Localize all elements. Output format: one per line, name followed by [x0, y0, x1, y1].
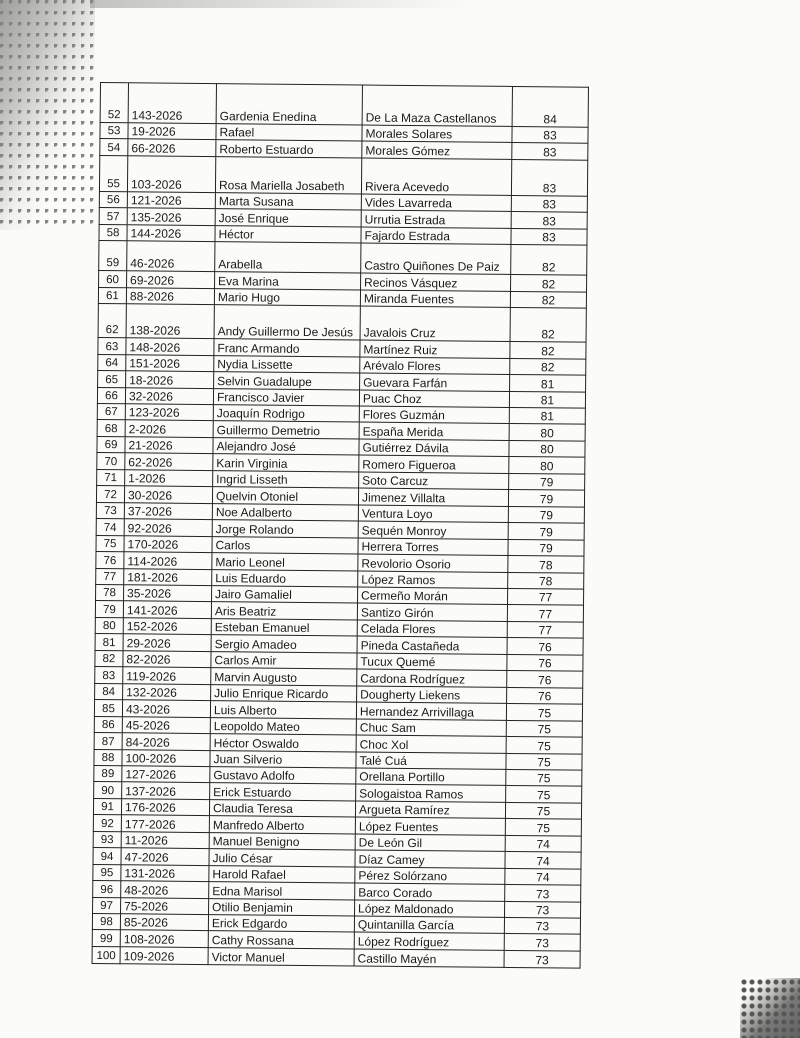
exam-code-cell: 181-2026 [124, 568, 212, 585]
score-cell: 75 [506, 736, 582, 753]
first-name-cell: Franc Armando [214, 339, 360, 357]
row-number-cell: 55 [99, 155, 127, 191]
score-cell: 79 [508, 539, 584, 556]
score-cell: 80 [509, 457, 585, 474]
first-name-cell: Rosa Mariella Josabeth [215, 157, 361, 194]
last-name-cell: Cermeño Morán [358, 587, 508, 605]
exam-code-cell: 47-2026 [121, 848, 209, 865]
score-cell: 74 [505, 852, 581, 869]
row-number-cell: 83 [95, 667, 123, 684]
score-cell: 83 [511, 159, 587, 196]
first-name-cell: Gardenia Enedina [216, 84, 362, 125]
row-number-cell: 65 [98, 371, 126, 388]
table-row [92, 946, 580, 968]
row-number-cell: 88 [94, 749, 122, 766]
last-name-cell: Gutiérrez Dávila [359, 439, 509, 457]
row-number-cell: 85 [94, 700, 122, 717]
score-cell: 75 [505, 819, 581, 836]
first-name-cell: Mario Leonel [212, 553, 358, 571]
row-number-cell: 74 [96, 519, 124, 536]
last-name-cell: Castillo Mayén [354, 949, 504, 968]
exam-code-cell: 114-2026 [124, 552, 212, 569]
exam-code-cell: 143-2026 [128, 83, 216, 124]
row-number-cell: 79 [95, 601, 123, 618]
score-cell: 78 [508, 572, 584, 589]
first-name-cell: Esteban Emanuel [211, 618, 357, 636]
score-cell: 84 [512, 86, 588, 127]
last-name-cell: Barco Corado [355, 883, 505, 901]
first-name-cell: Juan Silverio [210, 750, 356, 768]
results-table-body [92, 83, 588, 969]
last-name-cell: Celada Flores [357, 620, 507, 638]
first-name-cell: Julio Enrique Ricardo [211, 684, 357, 702]
row-number-cell: 95 [93, 864, 121, 881]
score-cell: 80 [509, 440, 585, 457]
last-name-cell: De León Gil [355, 834, 505, 852]
first-name-cell: Nydia Lissette [214, 355, 360, 373]
score-cell: 73 [504, 917, 580, 934]
exam-code-cell: 21-2026 [125, 437, 213, 454]
first-name-cell: Mario Hugo [214, 288, 360, 306]
row-number-cell: 68 [97, 420, 125, 437]
row-number-cell: 92 [93, 815, 121, 832]
last-name-cell: Rivera Acevedo [361, 158, 511, 195]
last-name-cell: López Maldonado [355, 900, 505, 918]
row-number-cell: 67 [97, 403, 125, 420]
score-cell: 81 [510, 375, 586, 392]
exam-code-cell: 43-2026 [122, 700, 210, 717]
first-name-cell: Andy Guillermo De Jesús [214, 305, 360, 340]
row-number-cell: 77 [96, 568, 124, 585]
row-number-cell: 75 [96, 535, 124, 552]
last-name-cell: Orellana Portillo [356, 768, 506, 786]
row-number-cell: 54 [100, 139, 128, 156]
first-name-cell: Harold Rafael [209, 865, 355, 883]
exam-code-cell: 2-2026 [125, 420, 213, 437]
row-number-cell: 80 [95, 617, 123, 634]
scan-artifact-top-left [0, 0, 95, 230]
row-number-cell: 70 [97, 453, 125, 470]
first-name-cell: Manfredo Alberto [209, 816, 355, 834]
first-name-cell: Karin Virginia [213, 454, 359, 472]
score-cell: 75 [506, 769, 582, 786]
row-number-cell: 71 [97, 469, 125, 486]
score-cell: 82 [511, 275, 587, 292]
first-name-cell: Julio César [209, 849, 355, 867]
first-name-cell: Héctor [215, 225, 361, 243]
first-name-cell: Joaquín Rodrigo [213, 405, 359, 423]
row-number-cell: 99 [92, 930, 120, 947]
last-name-cell: Arévalo Flores [360, 357, 510, 375]
last-name-cell: Argueta Ramírez [355, 801, 505, 819]
first-name-cell: Carlos Amir [211, 651, 357, 669]
last-name-cell: Herrera Torres [358, 538, 508, 556]
exam-code-cell: 85-2026 [120, 914, 208, 931]
first-name-cell: Quelvin Otoniel [212, 487, 358, 505]
row-number-cell: 90 [94, 782, 122, 799]
score-cell: 82 [510, 342, 586, 359]
exam-code-cell: 48-2026 [121, 881, 209, 898]
exam-code-cell: 103-2026 [127, 156, 215, 193]
last-name-cell: Sologaistoa Ramos [356, 784, 506, 802]
score-cell: 75 [506, 786, 582, 803]
last-name-cell: Castro Quiñones De Paiz [361, 243, 511, 274]
last-name-cell: Fajardo Estrada [361, 227, 511, 245]
results-table-wrap [92, 82, 620, 969]
exam-code-cell: 46-2026 [127, 241, 215, 272]
score-cell: 76 [507, 671, 583, 688]
exam-code-cell: 109-2026 [120, 947, 208, 965]
row-number-cell: 57 [99, 208, 127, 225]
last-name-cell: Pineda Castañeda [357, 636, 507, 654]
exam-code-cell: 119-2026 [123, 667, 211, 684]
row-number-cell: 81 [95, 634, 123, 651]
score-cell: 83 [511, 212, 587, 229]
score-cell: 75 [506, 720, 582, 737]
exam-code-cell: 66-2026 [128, 139, 216, 156]
last-name-cell: Martínez Ruiz [360, 340, 510, 358]
first-name-cell: Eva Marina [215, 272, 361, 290]
exam-code-cell: 151-2026 [126, 354, 214, 371]
exam-code-cell: 19-2026 [128, 123, 216, 140]
exam-code-cell: 62-2026 [125, 453, 213, 470]
last-name-cell: Cardona Rodríguez [357, 669, 507, 687]
first-name-cell: Leopoldo Mateo [210, 717, 356, 735]
row-number-cell: 98 [92, 913, 120, 930]
last-name-cell: Choc Xol [356, 735, 506, 753]
last-name-cell: De La Maza Castellanos [362, 85, 512, 126]
first-name-cell: Jorge Rolando [212, 520, 358, 538]
score-cell: 78 [508, 556, 584, 573]
row-number-cell: 63 [98, 338, 126, 355]
exam-code-cell: 84-2026 [122, 733, 210, 750]
last-name-cell: Santizo Girón [357, 603, 507, 621]
exam-code-cell: 82-2026 [123, 651, 211, 668]
score-cell: 76 [507, 638, 583, 655]
last-name-cell: Ventura Loyo [358, 505, 508, 523]
score-cell: 83 [511, 228, 587, 245]
row-number-cell: 87 [94, 733, 122, 750]
row-number-cell: 56 [99, 191, 127, 208]
row-number-cell: 73 [96, 502, 124, 519]
row-number-cell: 58 [99, 224, 127, 241]
exam-code-cell: 137-2026 [122, 782, 210, 799]
first-name-cell: Jairo Gamaliel [212, 586, 358, 604]
last-name-cell: Puac Choz [359, 390, 509, 408]
table-row [99, 241, 587, 276]
last-name-cell: Urrutia Estrada [361, 210, 511, 228]
score-cell: 81 [509, 407, 585, 424]
exam-code-cell: 108-2026 [120, 930, 208, 947]
exam-code-cell: 75-2026 [121, 897, 209, 914]
exam-code-cell: 32-2026 [125, 387, 213, 404]
exam-code-cell: 141-2026 [123, 601, 211, 618]
row-number-cell: 86 [94, 716, 122, 733]
first-name-cell: Rafael [216, 124, 362, 142]
exam-code-cell: 132-2026 [123, 683, 211, 700]
score-cell: 73 [504, 934, 580, 951]
first-name-cell: Erick Estuardo [210, 783, 356, 801]
exam-code-cell: 45-2026 [122, 716, 210, 733]
first-name-cell: Cathy Rossana [208, 931, 354, 949]
first-name-cell: Marvin Augusto [211, 668, 357, 686]
score-cell: 75 [506, 704, 582, 721]
score-cell: 79 [508, 506, 584, 523]
last-name-cell: Recinos Vásquez [361, 273, 511, 291]
score-cell: 75 [506, 753, 582, 770]
first-name-cell: Luis Alberto [210, 701, 356, 719]
exam-code-cell: 176-2026 [121, 799, 209, 816]
last-name-cell: Morales Gómez [362, 141, 512, 159]
first-name-cell: Otilio Benjamin [209, 898, 355, 916]
row-number-cell: 78 [96, 584, 124, 601]
exam-code-cell: 135-2026 [127, 208, 215, 225]
first-name-cell: Aris Beatriz [211, 602, 357, 620]
first-name-cell: Sergio Amadeo [211, 635, 357, 653]
row-number-cell: 66 [97, 387, 125, 404]
exam-code-cell: 88-2026 [126, 287, 214, 304]
last-name-cell: Guevara Farfán [360, 373, 510, 391]
first-name-cell: Ingrid Lisseth [213, 470, 359, 488]
exam-code-cell: 127-2026 [122, 766, 210, 783]
first-name-cell: Héctor Oswaldo [210, 734, 356, 752]
score-cell: 81 [509, 391, 585, 408]
score-cell: 75 [505, 802, 581, 819]
score-cell: 73 [505, 885, 581, 902]
exam-code-cell: 30-2026 [124, 486, 212, 503]
exam-code-cell: 18-2026 [126, 371, 214, 388]
last-name-cell: Revolorio Osorio [358, 554, 508, 572]
row-number-cell: 59 [99, 241, 127, 271]
row-number-cell: 96 [93, 881, 121, 898]
first-name-cell: Noe Adalberto [212, 503, 358, 521]
score-cell: 77 [507, 621, 583, 638]
last-name-cell: Díaz Camey [355, 850, 505, 868]
row-number-cell: 91 [93, 798, 121, 815]
row-number-cell: 64 [98, 354, 126, 371]
row-number-cell: 62 [98, 304, 126, 338]
row-number-cell: 84 [95, 683, 123, 700]
last-name-cell: Miranda Fuentes [360, 290, 510, 308]
last-name-cell: López Rodríguez [354, 932, 504, 950]
first-name-cell: Roberto Estuardo [216, 140, 362, 158]
exam-code-cell: 29-2026 [123, 634, 211, 651]
score-cell: 83 [511, 195, 587, 212]
last-name-cell: López Fuentes [355, 817, 505, 835]
row-number-cell: 72 [96, 486, 124, 503]
last-name-cell: Vides Lavarreda [361, 194, 511, 212]
row-number-cell: 94 [93, 848, 121, 865]
score-cell: 82 [510, 358, 586, 375]
exam-code-cell: 69-2026 [127, 271, 215, 288]
score-cell: 79 [509, 473, 585, 490]
table-row [98, 304, 586, 343]
score-cell: 80 [509, 424, 585, 441]
first-name-cell: Luis Eduardo [212, 569, 358, 587]
first-name-cell: Arabella [215, 242, 361, 273]
last-name-cell: Flores Guzmán [359, 406, 509, 424]
exam-code-cell: 1-2026 [125, 470, 213, 487]
last-name-cell: Romero Figueroa [359, 455, 509, 473]
score-cell: 73 [504, 901, 580, 918]
row-number-cell: 97 [93, 897, 121, 914]
row-number-cell: 69 [97, 436, 125, 453]
row-number-cell: 53 [100, 123, 128, 140]
first-name-cell: Edna Marisol [209, 882, 355, 900]
first-name-cell: Erick Edgardo [208, 915, 354, 933]
exam-code-cell: 144-2026 [127, 225, 215, 242]
last-name-cell: Pérez Solórzano [355, 867, 505, 885]
scan-artifact-bottom-right [740, 978, 800, 1038]
row-number-cell: 82 [95, 650, 123, 667]
exam-code-cell: 37-2026 [124, 502, 212, 519]
row-number-cell: 76 [96, 552, 124, 569]
score-cell: 83 [512, 126, 588, 143]
score-cell: 73 [504, 950, 580, 968]
score-cell: 76 [507, 687, 583, 704]
first-name-cell: Manuel Benigno [209, 832, 355, 850]
scan-artifact-top-edge [90, 0, 470, 8]
first-name-cell: Marta Susana [215, 193, 361, 211]
last-name-cell: Sequén Monroy [358, 521, 508, 539]
score-cell: 77 [507, 605, 583, 622]
first-name-cell: Gustavo Adolfo [210, 767, 356, 785]
first-name-cell: Guillermo Demetrio [213, 421, 359, 439]
score-cell: 79 [508, 490, 584, 507]
last-name-cell: Dougherty Liekens [357, 686, 507, 704]
first-name-cell: José Enrique [215, 209, 361, 227]
score-cell: 76 [507, 654, 583, 671]
first-name-cell: Francisco Javier [213, 388, 359, 406]
score-cell: 83 [512, 143, 588, 160]
score-cell: 82 [510, 308, 586, 343]
row-number-cell: 52 [100, 83, 128, 123]
exam-code-cell: 152-2026 [123, 618, 211, 635]
last-name-cell: Hernandez Arrivillaga [356, 702, 506, 720]
score-cell: 74 [505, 835, 581, 852]
last-name-cell: López Ramos [358, 571, 508, 589]
last-name-cell: Quintanilla García [354, 916, 504, 934]
last-name-cell: Chuc Sam [356, 719, 506, 737]
exam-code-cell: 92-2026 [124, 519, 212, 536]
row-number-cell: 93 [93, 831, 121, 848]
exam-code-cell: 123-2026 [125, 404, 213, 421]
table-row [100, 83, 588, 128]
last-name-cell: Soto Carcuz [359, 472, 509, 490]
first-name-cell: Victor Manuel [208, 948, 354, 966]
exam-code-cell: 100-2026 [122, 749, 210, 766]
exam-code-cell: 131-2026 [121, 864, 209, 881]
first-name-cell: Alejandro José [213, 437, 359, 455]
exam-code-cell: 11-2026 [121, 832, 209, 849]
table-row [99, 155, 587, 196]
results-table [92, 82, 589, 969]
first-name-cell: Claudia Teresa [209, 799, 355, 817]
last-name-cell: Javalois Cruz [360, 306, 510, 341]
score-cell: 77 [507, 588, 583, 605]
last-name-cell: España Merida [359, 422, 509, 440]
row-number-cell: 60 [99, 271, 127, 288]
score-cell: 79 [508, 523, 584, 540]
exam-code-cell: 121-2026 [127, 192, 215, 209]
exam-code-cell: 177-2026 [121, 815, 209, 832]
row-number-cell: 61 [98, 287, 126, 304]
first-name-cell: Carlos [212, 536, 358, 554]
last-name-cell: Jimenez Villalta [358, 488, 508, 506]
score-cell: 82 [510, 291, 586, 308]
exam-code-cell: 170-2026 [124, 535, 212, 552]
last-name-cell: Talé Cuá [356, 751, 506, 769]
exam-code-cell: 35-2026 [124, 585, 212, 602]
score-cell: 82 [511, 245, 587, 276]
last-name-cell: Tucux Quemé [357, 653, 507, 671]
row-number-cell: 100 [92, 946, 120, 963]
exam-code-cell: 138-2026 [126, 304, 214, 339]
exam-code-cell: 148-2026 [126, 338, 214, 355]
row-number-cell: 89 [94, 765, 122, 782]
last-name-cell: Morales Solares [362, 125, 512, 143]
score-cell: 74 [505, 868, 581, 885]
first-name-cell: Selvin Guadalupe [214, 372, 360, 390]
